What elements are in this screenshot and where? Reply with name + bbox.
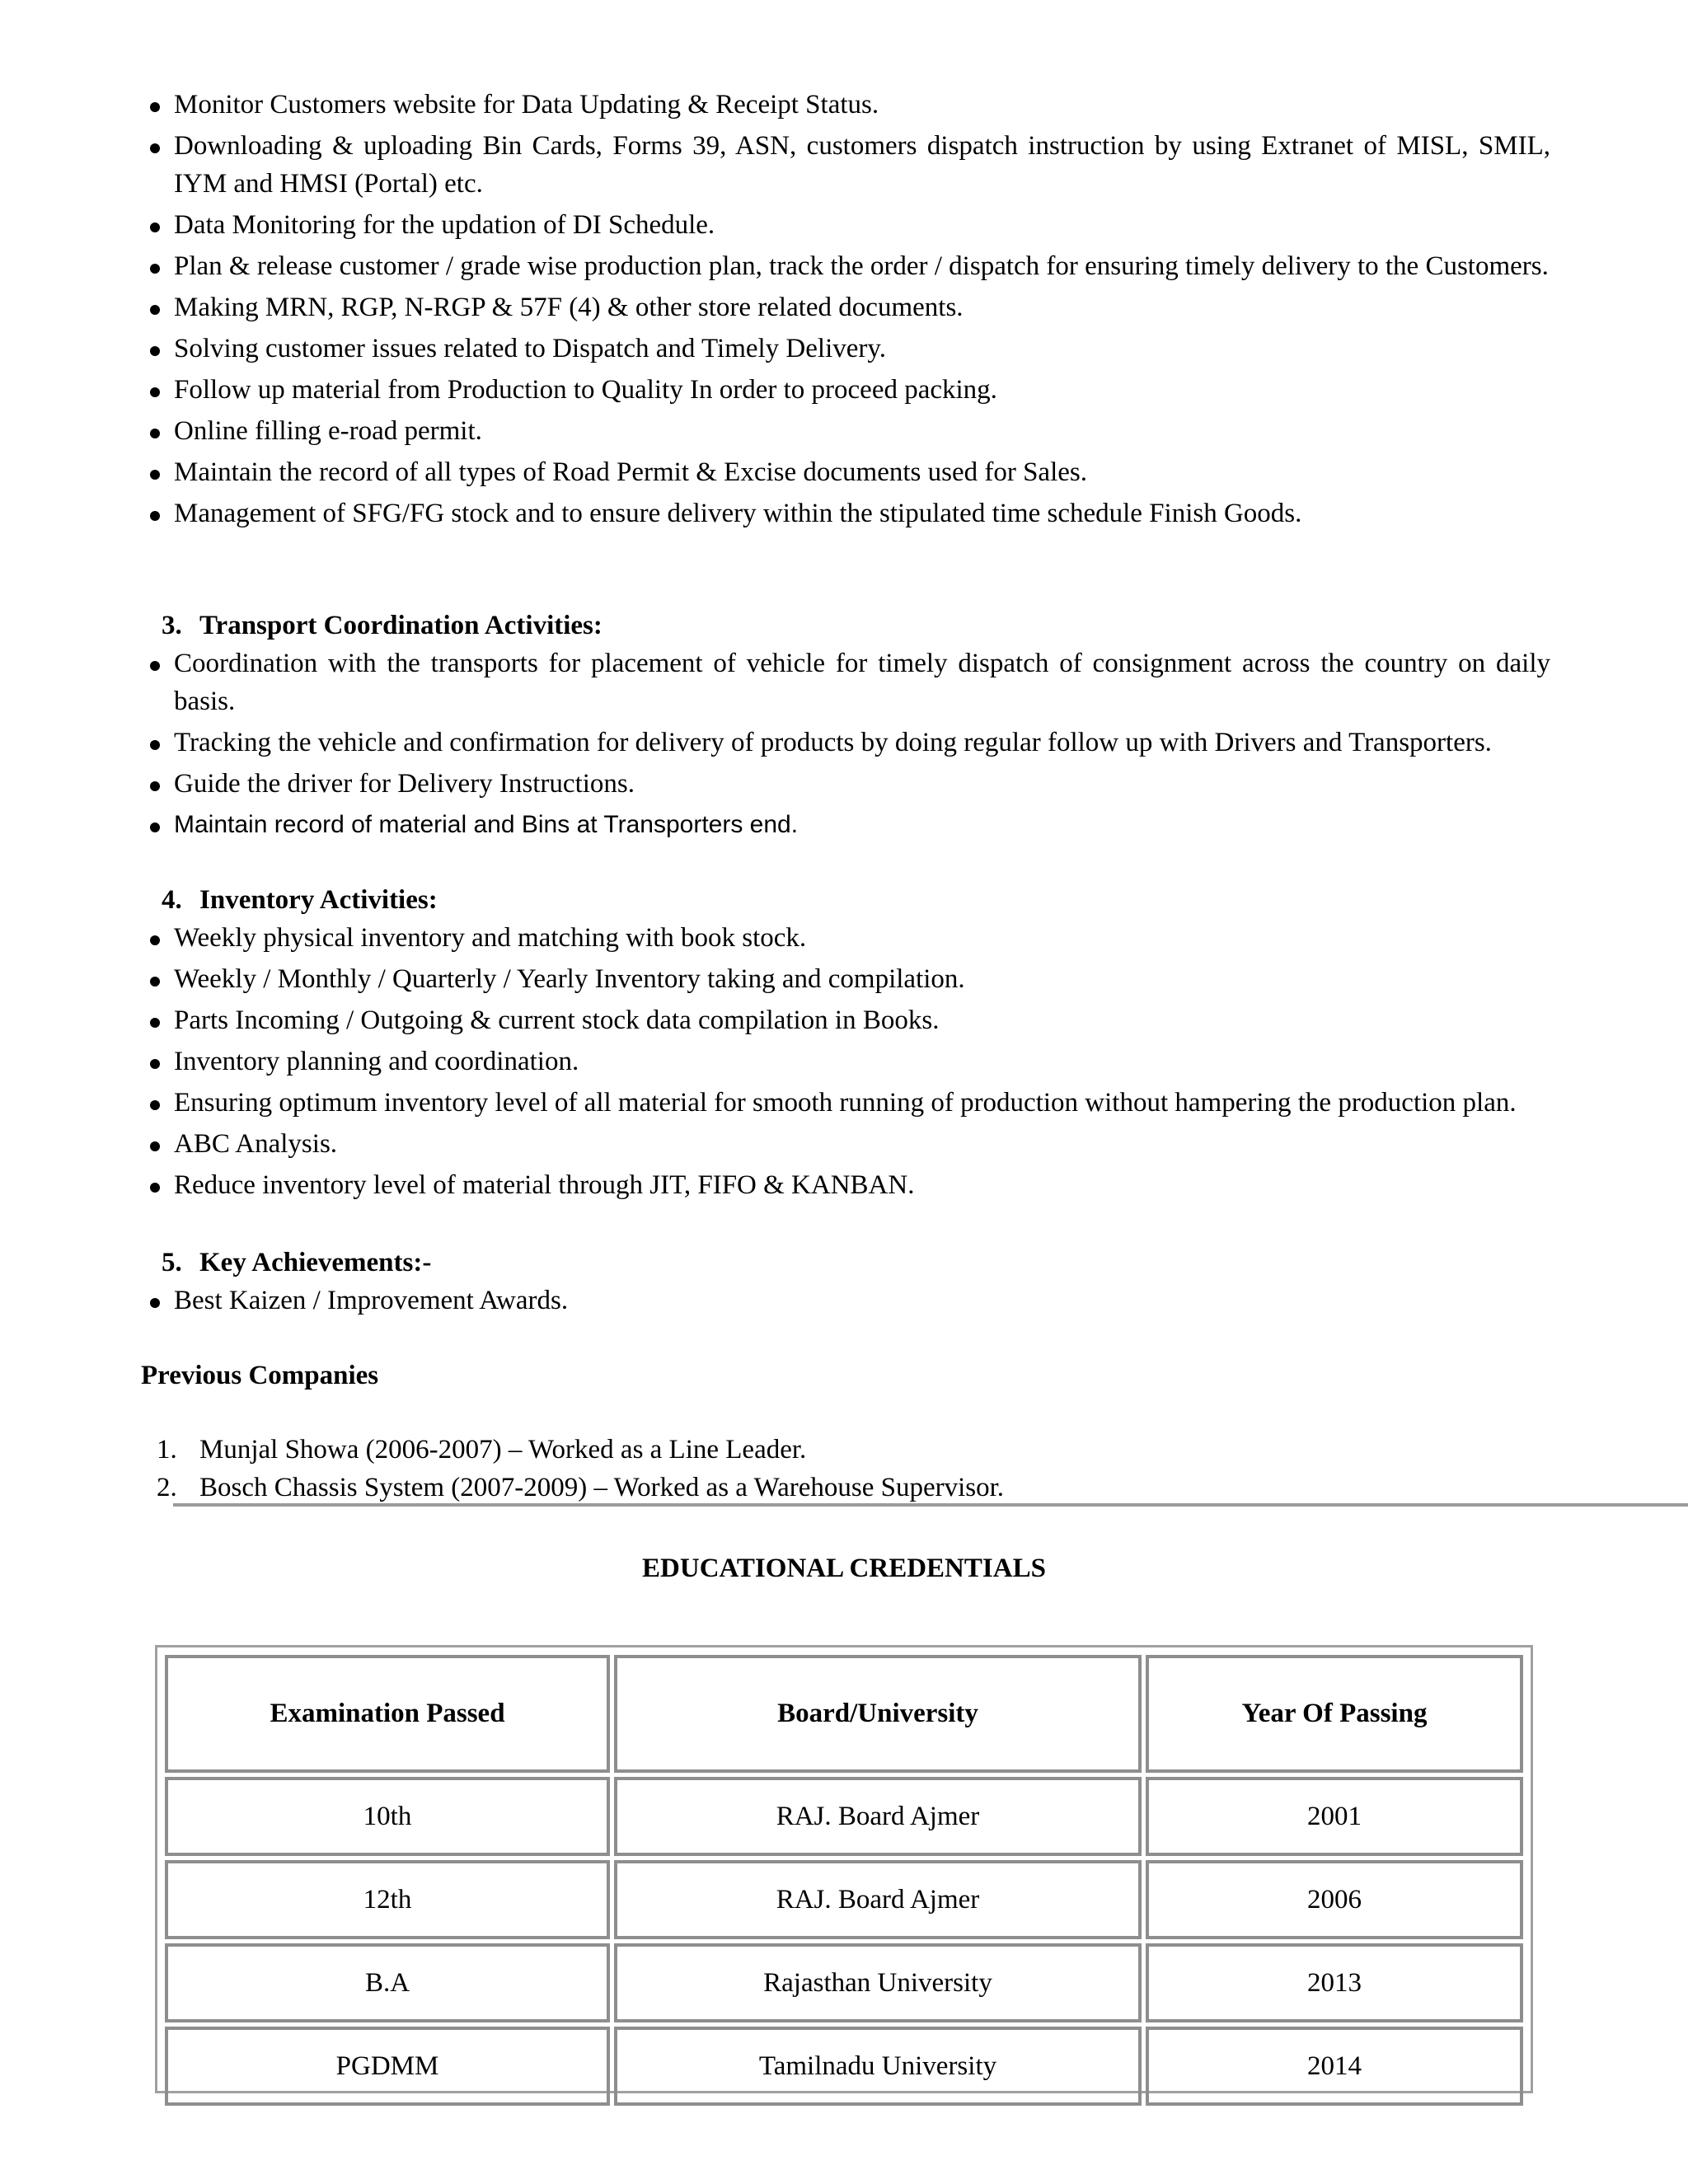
table-cell: 2013 bbox=[1146, 1943, 1523, 2022]
list-item: Inventory planning and coordination. bbox=[0, 1043, 1550, 1080]
table-cell: 12th bbox=[165, 1860, 610, 1939]
table-cell: RAJ. Board Ajmer bbox=[614, 1777, 1142, 1856]
table-row bbox=[165, 1860, 1523, 1939]
list-item: Weekly physical inventory and matching with book stock. bbox=[0, 919, 1550, 957]
list-item: Downloading & uploading Bin Cards, Forms 39, ASN, customers dispatch instruction by using Extranet of MISL, SMIL, IYM and HMSI (Portal) etc. bbox=[0, 127, 1550, 203]
section-number: 4. bbox=[162, 885, 182, 915]
section-number: 3. bbox=[162, 611, 182, 640]
list-item: Plan & release customer / grade wise production plan, track the order / dispatch for ensuring timely delivery to the Customers. bbox=[0, 247, 1550, 285]
list-item: Coordination with the transports for placement of vehicle for timely dispatch of consignment across the country on daily basis. bbox=[0, 644, 1550, 720]
list-item: Best Kaizen / Improvement Awards. bbox=[0, 1282, 1550, 1319]
list-item: Maintain record of material and Bins at Transporters end. bbox=[0, 806, 1550, 844]
list-item bbox=[0, 1431, 1004, 1469]
list-item: Parts Incoming / Outgoing & current stock data compilation in Books. bbox=[0, 1001, 1550, 1039]
table-cell: B.A bbox=[165, 1943, 610, 2022]
achievements-list bbox=[0, 1282, 1688, 1323]
list-item: Weekly / Monthly / Quarterly / Yearly Inventory taking and compilation. bbox=[0, 960, 1550, 998]
table-header-cell: Year Of Passing bbox=[1146, 1655, 1523, 1773]
list-item: Follow up material from Production to Quality In order to proceed packing. bbox=[0, 371, 1550, 409]
list-item: ABC Analysis. bbox=[0, 1125, 1550, 1163]
section-title: Transport Coordination Activities: bbox=[199, 611, 603, 640]
table-cell: 10th bbox=[165, 1777, 610, 1856]
table-row bbox=[165, 1943, 1523, 2022]
table-cell: PGDMM bbox=[165, 2027, 610, 2106]
previous-companies-title: Previous Companies bbox=[141, 1361, 379, 1390]
education-table-grid bbox=[161, 1651, 1527, 2110]
section-number: 5. bbox=[162, 1248, 182, 1277]
table-header-cell: Examination Passed bbox=[165, 1655, 610, 1773]
section-heading-achievements bbox=[162, 1244, 431, 1282]
list-item: Maintain the record of all types of Road Permit & Excise documents used for Sales. bbox=[0, 453, 1550, 491]
section-title: Key Achievements:- bbox=[199, 1248, 432, 1277]
table-cell: RAJ. Board Ajmer bbox=[614, 1860, 1142, 1939]
education-table bbox=[155, 1645, 1533, 2093]
previous-companies-list bbox=[0, 1431, 1004, 1507]
table-header-row bbox=[165, 1655, 1523, 1773]
list-text: Munjal Showa (2006-2007) – Worked as a Line Leader. bbox=[199, 1435, 807, 1465]
transport-list bbox=[0, 644, 1688, 847]
section-heading-transport bbox=[162, 607, 603, 644]
list-item: Online filling e-road permit. bbox=[0, 412, 1550, 450]
list-item: Solving customer issues related to Dispatch and Timely Delivery. bbox=[0, 330, 1550, 368]
list-item: Reduce inventory level of material through JIT, FIFO & KANBAN. bbox=[0, 1166, 1550, 1204]
table-cell: 2001 bbox=[1146, 1777, 1523, 1856]
responsibilities-list bbox=[0, 86, 1688, 536]
horizontal-divider bbox=[173, 1503, 1688, 1507]
table-cell: Rajasthan University bbox=[614, 1943, 1142, 2022]
list-item: Tracking the vehicle and confirmation for delivery of products by doing regular follow up with Drivers and Transporters. bbox=[0, 724, 1550, 762]
list-item bbox=[0, 1469, 1004, 1507]
list-item: Making MRN, RGP, N-RGP & 57F (4) & other store related documents. bbox=[0, 288, 1550, 326]
table-row bbox=[165, 1777, 1523, 1856]
education-title: EDUCATIONAL CREDENTIALS bbox=[642, 1554, 1046, 1583]
list-item: Data Monitoring for the updation of DI Schedule. bbox=[0, 206, 1550, 244]
table-header-cell: Board/University bbox=[614, 1655, 1142, 1773]
section-title: Inventory Activities: bbox=[199, 885, 438, 915]
section-heading-inventory bbox=[162, 881, 438, 919]
table-cell: 2014 bbox=[1146, 2027, 1523, 2106]
table-cell: 2006 bbox=[1146, 1860, 1523, 1939]
list-item: Management of SFG/FG stock and to ensure delivery within the stipulated time schedule Finish Goods. bbox=[0, 494, 1550, 532]
inventory-list bbox=[0, 919, 1688, 1207]
list-text: Bosch Chassis System (2007-2009) – Worked as a Warehouse Supervisor. bbox=[199, 1473, 1005, 1502]
list-index: 1. bbox=[157, 1435, 177, 1465]
list-index: 2. bbox=[157, 1473, 177, 1502]
list-item: Guide the driver for Delivery Instructions. bbox=[0, 765, 1550, 803]
table-row bbox=[165, 2027, 1523, 2106]
list-item: Monitor Customers website for Data Updating & Receipt Status. bbox=[0, 86, 1550, 124]
list-item: Ensuring optimum inventory level of all material for smooth running of production without hampering the production plan. bbox=[0, 1084, 1550, 1122]
table-cell: Tamilnadu University bbox=[614, 2027, 1142, 2106]
